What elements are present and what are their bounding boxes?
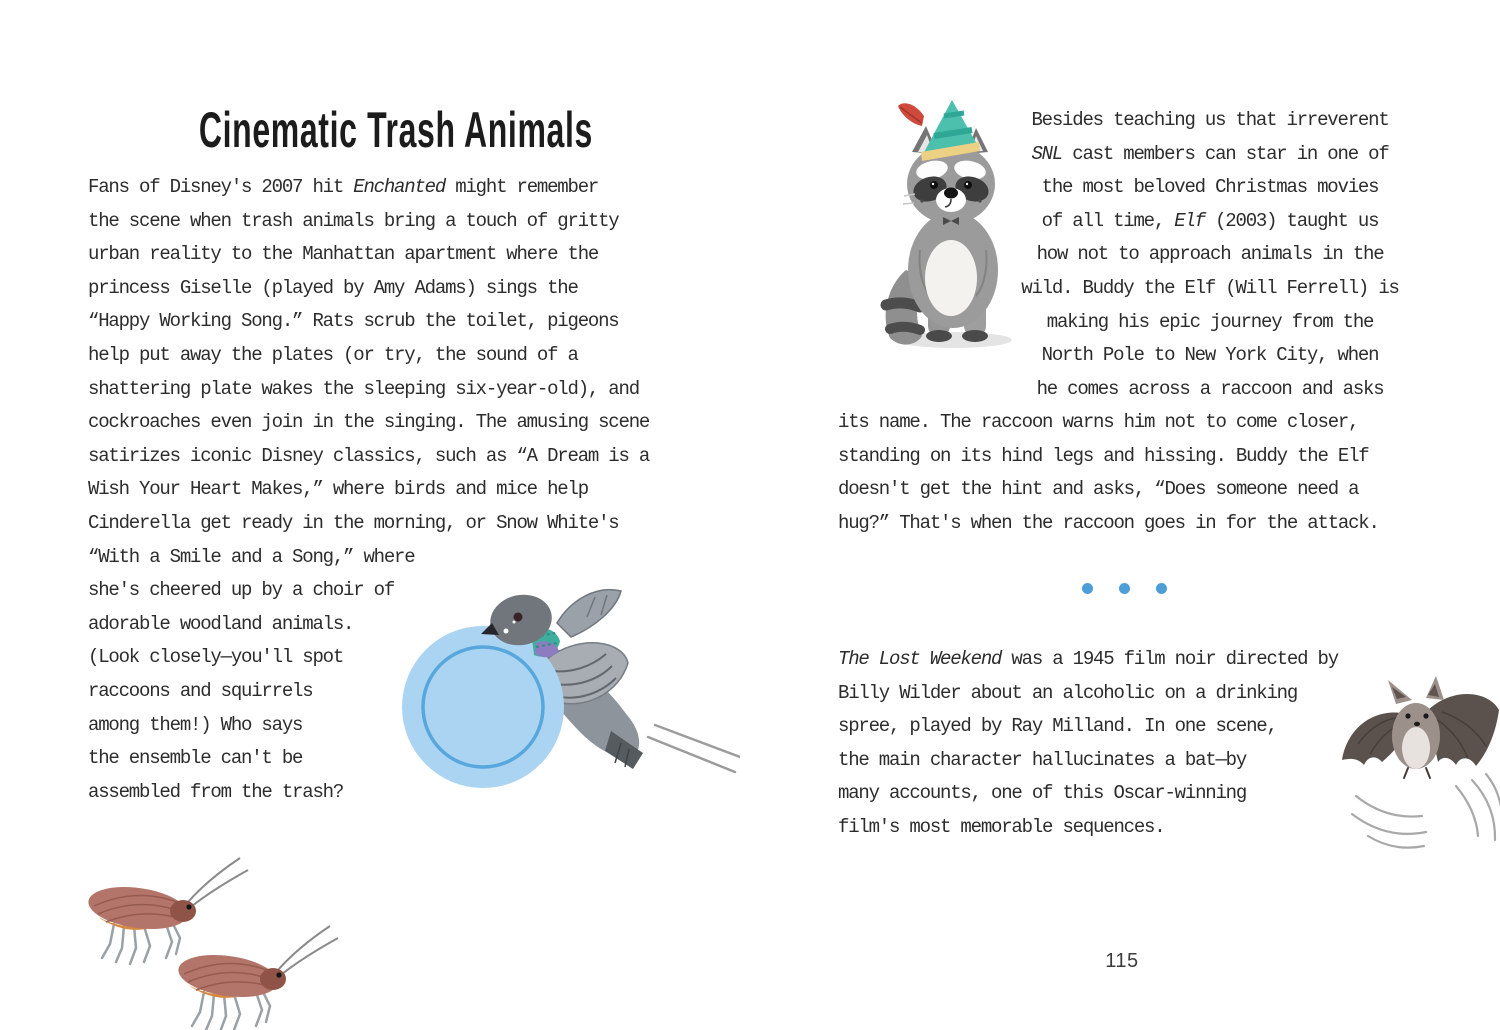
text-line: the main character hallucinates a bat—by <box>838 748 1247 771</box>
divider-dot <box>1119 583 1130 594</box>
text-line: standing on its hind legs and hissing. Buddy the Elf <box>838 444 1369 467</box>
raccoon-party-hat-illustration <box>876 100 1026 361</box>
text-line: Fans of Disney's 2007 hit Enchanted might remember <box>88 176 599 198</box>
text-line: shattering plate wakes the sleeping six-year-old), and <box>88 377 639 400</box>
divider-dot <box>1082 583 1093 594</box>
text-line: “Happy Working Song.” Rats scrub the toilet, pigeons <box>88 310 619 333</box>
text-line: Wish Your Heart Makes,” where birds and mice help <box>88 478 588 501</box>
text-line: the scene when trash animals bring a touch of gritty <box>88 209 619 232</box>
cockroach-illustration <box>58 838 388 1030</box>
text-line: doesn't get the hint and asks, “Does someone need a <box>838 478 1359 501</box>
text-line: Cinderella get ready in the morning, or Snow White's <box>88 511 619 534</box>
text-line: help put away the plates (or try, the sound of a <box>88 343 578 366</box>
text-line: wild. Buddy the Elf (Will Ferrell) is <box>1021 276 1399 299</box>
text-line: Billy Wilder about an alcoholic on a drinking <box>838 681 1298 704</box>
text-line: film's most memorable sequences. <box>838 815 1165 838</box>
chapter-title-text: Cinematic Trash Animals <box>198 102 593 158</box>
text-line: how not to approach animals in the <box>1036 243 1384 266</box>
right-paragraph-1-full <box>838 406 1423 540</box>
text-line: of all time, Elf (2003) taught us <box>1041 209 1379 232</box>
text-line: The Lost Weekend was a 1945 film noir directed by <box>838 648 1338 670</box>
text-line: she's cheered up by a choir of <box>88 579 395 602</box>
text-line: princess Giselle (played by Amy Adams) sings the <box>88 276 578 299</box>
divider-dot <box>1156 583 1167 594</box>
text-line: he comes across a raccoon and asks <box>1036 377 1384 400</box>
text-line: among them!) Who says <box>88 713 303 736</box>
text-line: the ensemble can't be <box>88 747 303 770</box>
text-line: many accounts, one of this Oscar-winning <box>838 782 1247 805</box>
text-line: SNL cast members can star in one of <box>1031 142 1389 165</box>
text-line: its name. The raccoon warns him not to come closer, <box>838 411 1359 433</box>
text-line: making his epic journey from the <box>1046 310 1374 333</box>
text-line: assembled from the trash? <box>88 780 344 803</box>
text-line: raccoons and squirrels <box>88 679 313 702</box>
section-divider-dots <box>1082 583 1167 594</box>
right-paragraph-2 <box>838 643 1423 845</box>
pigeon-plate-illustration <box>395 563 740 803</box>
text-line: hug?” That's when the raccoon goes in for the attack. <box>838 511 1379 534</box>
text-line: “With a Smile and a Song,” where <box>88 545 415 568</box>
text-line: spree, played by Ray Milland. In one scene, <box>838 715 1277 738</box>
text-line: North Pole to New York City, when <box>1041 344 1379 367</box>
chapter-title <box>88 104 660 156</box>
text-line: (Look closely—you'll spot <box>88 646 344 669</box>
text-line: satirizes iconic Disney classics, such as “A Dream is a <box>88 444 650 467</box>
page-number: 115 <box>1105 950 1139 972</box>
text-line: cockroaches even join in the singing. The amusing scene <box>88 411 650 434</box>
text-line: the most beloved Christmas movies <box>1041 176 1379 199</box>
text-line: adorable woodland animals. <box>88 612 354 635</box>
bat-illustration <box>1338 668 1500 885</box>
right-paragraph-1-wrapped <box>1020 104 1400 406</box>
text-line: urban reality to the Manhattan apartment where the <box>88 243 599 266</box>
text-line: Besides teaching us that irreverent <box>1031 109 1389 131</box>
